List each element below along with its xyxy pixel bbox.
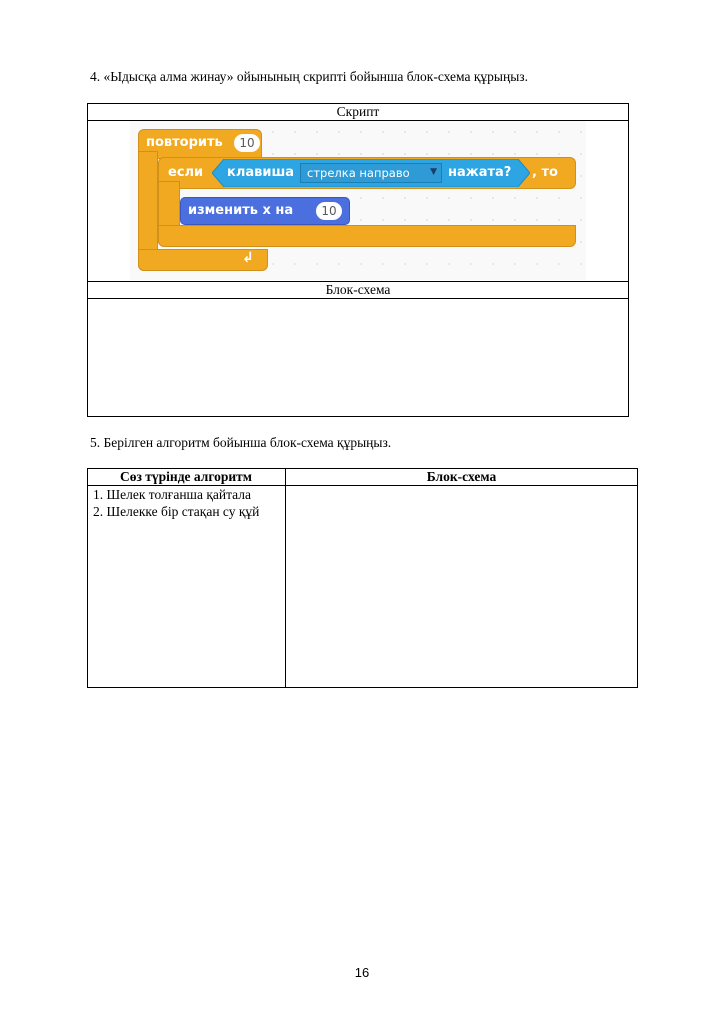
key-dropdown[interactable] (300, 163, 442, 183)
step-2: 2. Шелекке бір стақан су құй (93, 504, 260, 519)
key-label: клавиша (227, 165, 295, 180)
repeat-count[interactable]: 10 (234, 134, 260, 152)
key-dropdown-value: стрелка направо (307, 166, 410, 180)
if-block-bottom (158, 225, 576, 247)
script-header: Скрипт (336, 104, 380, 119)
task5-title: 5. Берілген алгоритм бойынша блок-схема құрыңыз. (90, 435, 392, 450)
col-flowchart-header: Блок-схема (426, 469, 497, 484)
flowchart-header: Блок-схема (325, 282, 391, 297)
task5-header-divider (87, 485, 638, 486)
task4-mid-divider-2 (87, 298, 629, 299)
loop-arrow-icon: ↲ (242, 250, 254, 266)
dropdown-arrow-icon: ▼ (430, 167, 437, 177)
if-label: если (168, 165, 204, 180)
scratch-script (130, 121, 586, 280)
change-x-value[interactable]: 10 (316, 202, 342, 220)
pressed-label: нажата? (448, 165, 512, 180)
task5-column-divider (285, 468, 286, 688)
page-number: 16 (354, 965, 370, 980)
repeat-label: повторить (146, 135, 223, 150)
then-label: , то (532, 165, 558, 180)
change-x-label: изменить х на (188, 203, 294, 218)
task4-title: 4. «Ыдысқа алма жинау» ойынының скрипті бойынша блок-схема құрыңыз. (90, 69, 528, 84)
col-algorithm-header: Сөз түрінде алгоритм (119, 469, 252, 484)
step-1: 1. Шелек толғанша қайтала (93, 487, 251, 502)
